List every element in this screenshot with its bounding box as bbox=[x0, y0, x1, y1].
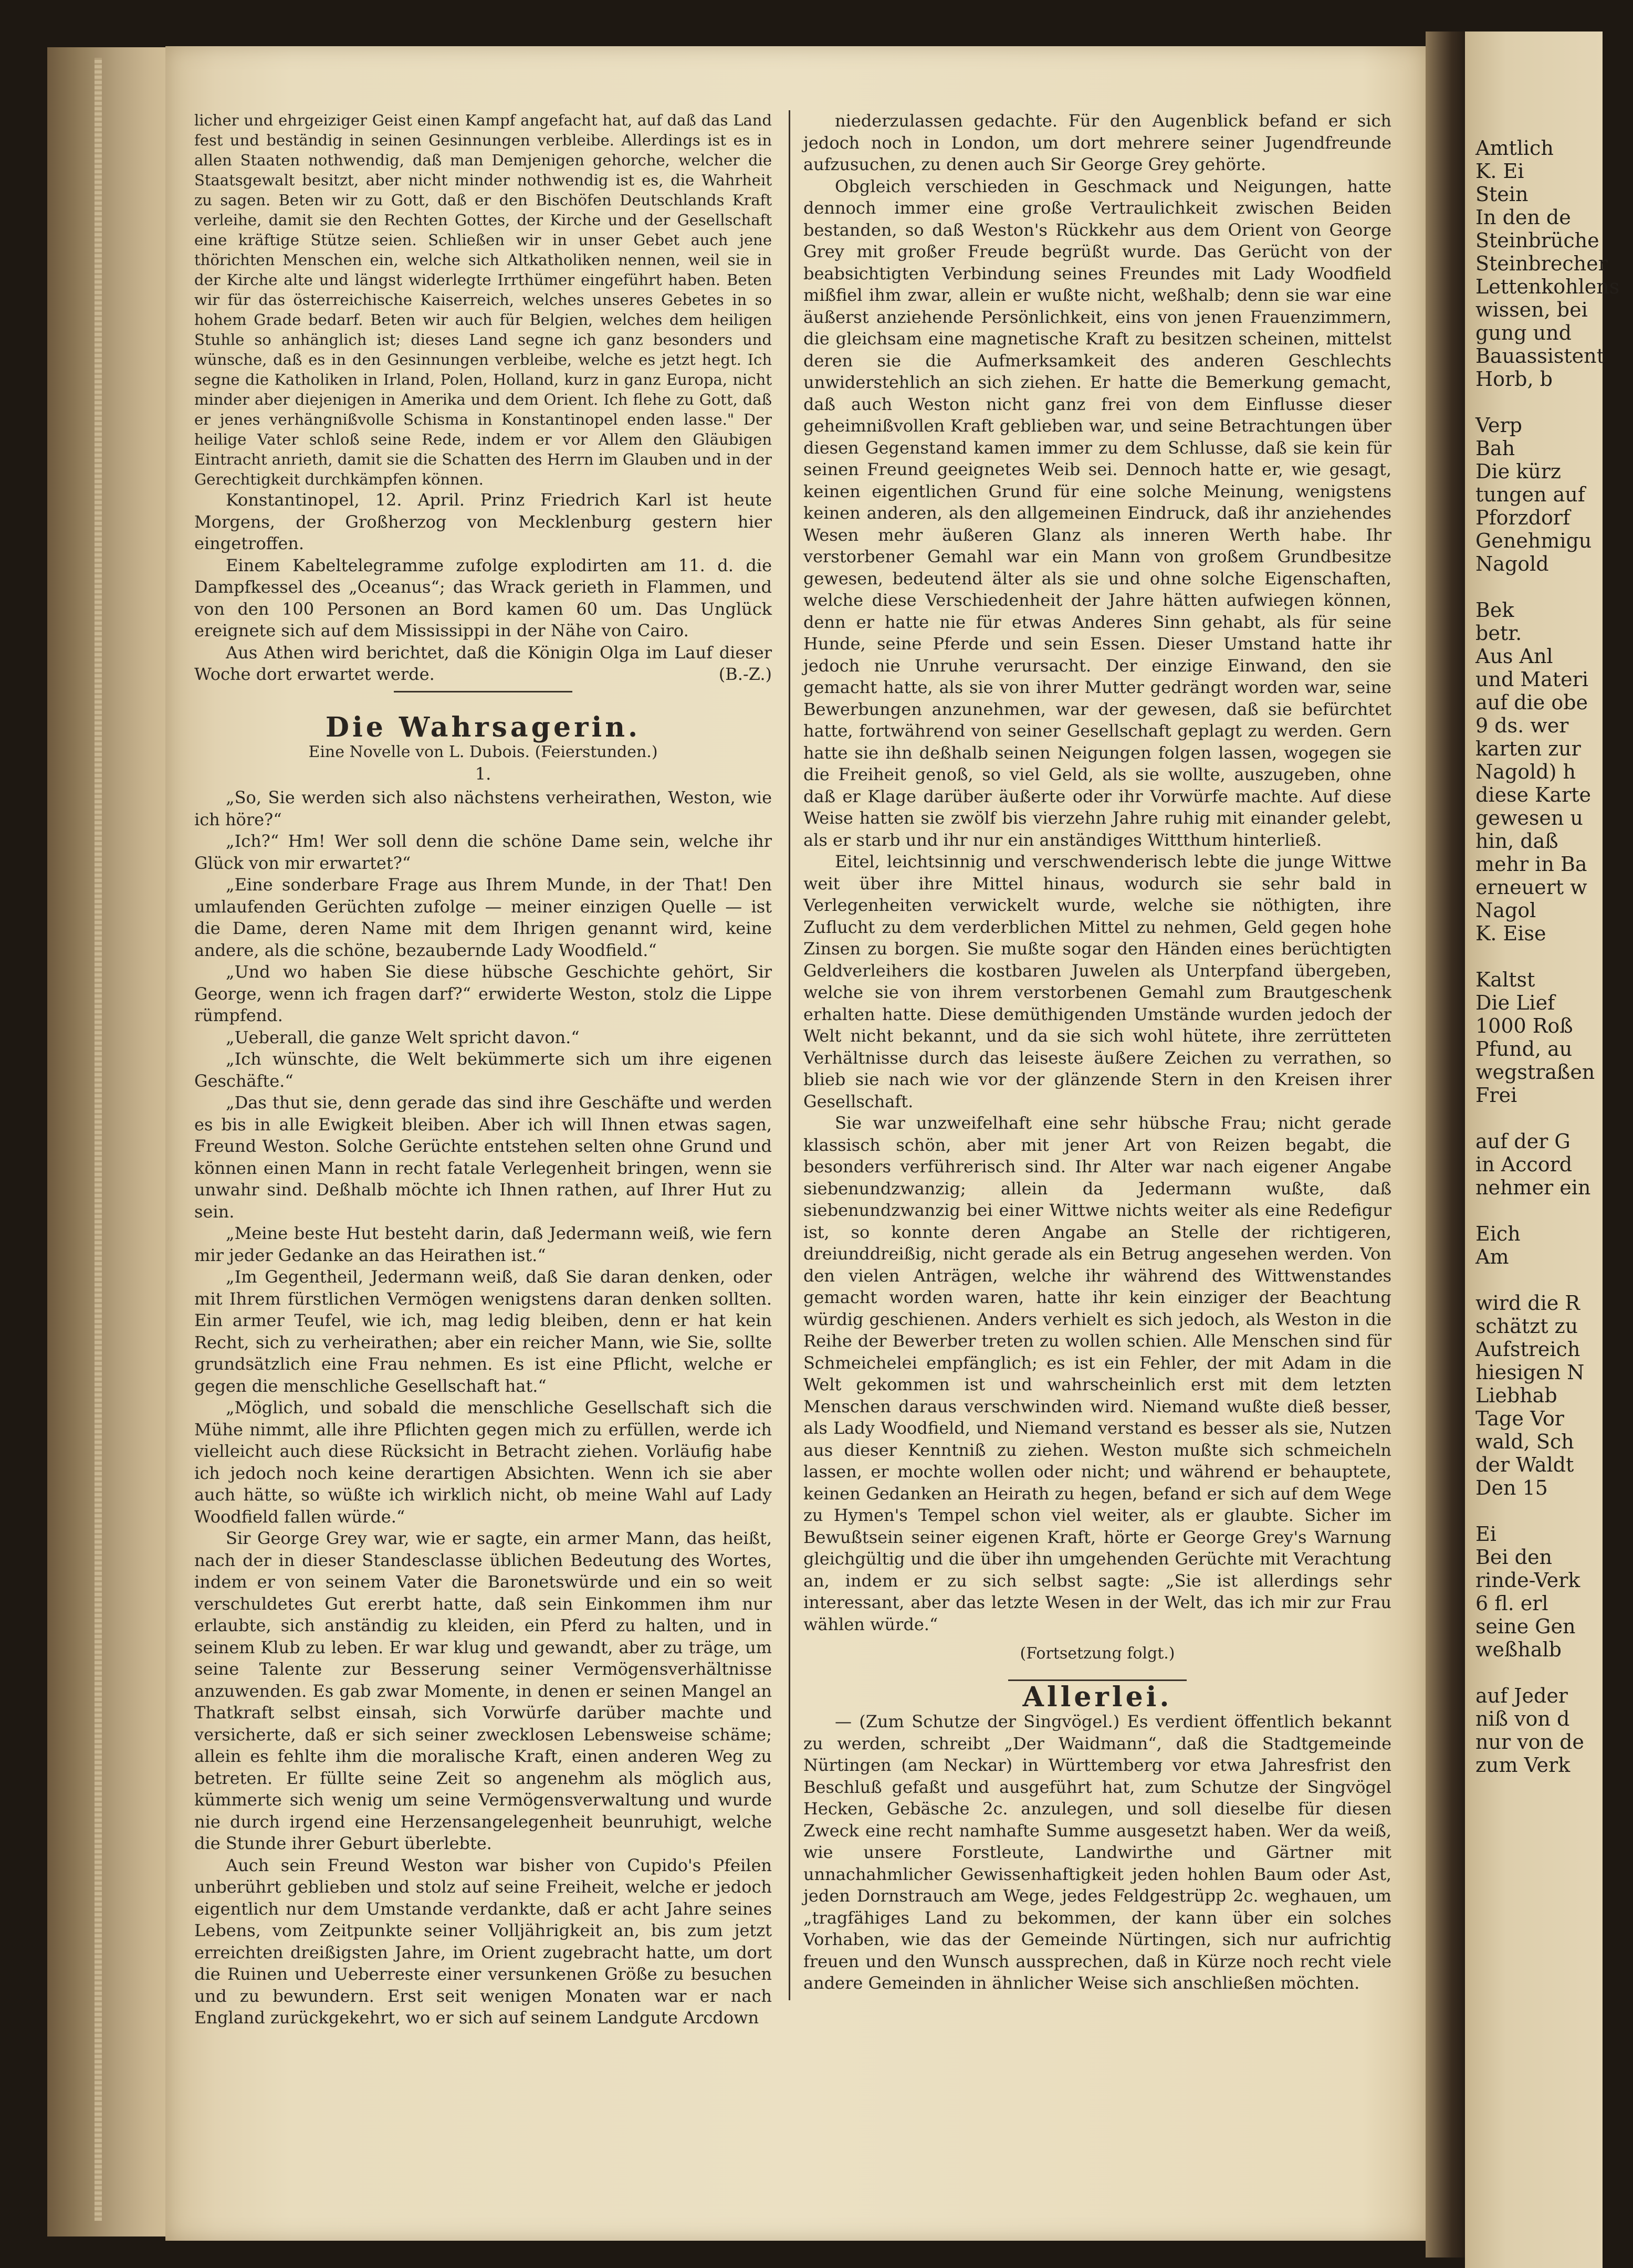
story-paragraph: Auch sein Freund Weston war bisher von Cupido's Pfeilen unberührt geblieben und stolz auf seine Freiheit, welche er jedoch eigentlich nur dem Umstande verdankte, daß er acht Jahre seines Lebens, vom Zeitpunkte seiner Volljährigkeit an, bis zum jetzt erreichten dreißigsten Jahre, im Orient zugebracht hatte, um dort die Ruinen und Ueberreste einer versunkenen Größe zu besuchen und zu bewundern. Erst seit wenigen Monaten war er nach England zurückgekehrt, wo er sich auf seinem Landgute Arcdown bbox=[194, 1855, 772, 2028]
facing-page-fragment: Die kürz bbox=[1475, 460, 1561, 483]
facing-page-fragment: 9 ds. wer bbox=[1475, 714, 1569, 737]
news-item-athens-text: Aus Athen wird berichtet, daß die Königin Olga im Lauf dieser Woche dort erwartet werde. bbox=[194, 642, 772, 684]
facing-page-fragment: Die Lief bbox=[1475, 991, 1555, 1014]
facing-page-fragment: Kaltst bbox=[1475, 968, 1535, 991]
facing-page-fragment: Am bbox=[1475, 1245, 1509, 1268]
facing-page-fragment: seine Gen bbox=[1475, 1615, 1576, 1638]
facing-page-fragment: Horb, b bbox=[1475, 368, 1553, 391]
section-divider bbox=[394, 691, 572, 692]
story-paragraph: „Ueberall, die ganze Welt spricht davon.“ bbox=[226, 1027, 580, 1047]
story-paragraph: „Meine beste Hut besteht darin, daß Jedermann weiß, wie fern mir jeder Gedanke an das Heirathen ist.“ bbox=[194, 1223, 772, 1265]
right-column bbox=[803, 110, 1391, 1994]
facing-page-fragment: Amtlich bbox=[1475, 136, 1554, 160]
story-paragraph: „So, Sie werden sich also nächstens verheirathen, Weston, wie ich höre?“ bbox=[194, 788, 772, 830]
story-paragraph: niederzulassen gedachte. Für den Augenblick befand er sich jedoch noch in London, um dort mehrere seiner Jugendfreunde aufzusuchen, zu denen auch Sir George Grey gehörte. bbox=[803, 111, 1391, 174]
facing-page-fragment: mehr in Ba bbox=[1475, 853, 1587, 876]
facing-page-fragment: der Waldt bbox=[1475, 1453, 1574, 1476]
facing-page-fragment: niß von d bbox=[1475, 1707, 1570, 1730]
story-paragraph: Eitel, leichtsinnig und verschwenderisch lebte die junge Wittwe weit über ihre Mittel hinaus, wodurch sie sehr bald in Verlegenheiten verwickelt wurde, welche sie nöthigten, ihre Zuflucht zu dem verderblichen Mittel zu nehmen, Geld gegen hohe Zinsen zu borgen. Sie mußte sogar den Händen eines berüchtigten Geldverleihers die kostbaren Juwelen als Unterpfand übergeben, welche sie von ihrem verstorbenen Gemahl zum Brautgeschenk erhalten hatte. Diese demüthigenden Umstände wurden jedoch der Welt nicht bekannt, und da sie sich wohl hütete, ihre zerrütteten Verhältnisse durch das leiseste äußere Zeichen zu verrathen, so blieb sie nach wie vor der glänzende Stern in den Kreisen ihrer Gesellschaft. bbox=[803, 852, 1391, 1111]
facing-page-fragment bbox=[1475, 1499, 1633, 1522]
facing-page-fragment: hiesigen N bbox=[1475, 1361, 1585, 1384]
facing-page-fragment: Steinbrecher bbox=[1475, 252, 1608, 275]
facing-page-fragment: betr. bbox=[1475, 622, 1522, 645]
facing-page-fragment: Genehmigu bbox=[1475, 529, 1592, 552]
story-text-right bbox=[803, 110, 1391, 1635]
section-title-allerlei: Allerlei. bbox=[1022, 1681, 1173, 1713]
facing-page-fragment bbox=[1475, 1268, 1633, 1292]
facing-page-fragment: Aufstreich bbox=[1475, 1338, 1580, 1361]
facing-page-fragment: 1000 Roß bbox=[1475, 1014, 1573, 1037]
facing-page-fragment: wald, Sch bbox=[1475, 1430, 1574, 1453]
facing-page-fragment: gung und bbox=[1475, 321, 1572, 344]
facing-page-fragment: Den 15 bbox=[1475, 1476, 1548, 1499]
facing-page-fragment: tungen auf bbox=[1475, 483, 1585, 506]
news-item-explosion: Einem Kabeltelegramme zufolge explodirten am 11. d. die Dampfkessel des „Oceanus“; das Wrack gerieth in Flammen, und von den 100 Personen an Bord kamen 60 um. Das Unglück ereignete sich auf dem Mississippi in der Nähe von Cairo. bbox=[194, 555, 772, 640]
facing-page-fragment: in Accord bbox=[1475, 1153, 1573, 1176]
story-paragraph: Sir George Grey war, wie er sagte, ein armer Mann, das heißt, nach der in dieser Standesclasse üblichen Bedeutung des Wortes, indem er von seinem Vater die Baronetswürde und ein so weit verschuldetes Gut ererbt hatte, daß sein Einkommen ihm nur erlaubte, sich anständig zu kleiden, ein Pferd zu halten, und in seinem Klub zu leben. Er war klug und gewandt, aber zu träge, um seine Talente zur Besserung seiner Vermögensverhältnisse anzuwenden. Es gab zwar Momente, in denen er seinen Mangel an Thatkraft selbst einsah, sich Vorwürfe darüber machte und versicherte, daß er sich seiner zwecklosen Lebensweise schäme; allein es fehlte ihm die moralische Kraft, einen anderen Weg zu betreten. Er füllte seine Zeit so angenehm als möglich aus, kümmerte sich wenig um seine Vermögensverwaltung und wurde nie durch irgend eine Herzensangelegenheit beunruhigt, welche die Stunde ihrer Geburt überlebte. bbox=[194, 1528, 772, 1853]
story-paragraph: „Im Gegentheil, Jedermann weiß, daß Sie daran denken, oder mit Ihrem fürstlichen Vermögen wenigstens daran denken sollten. Ein armer Teufel, wie ich, mag ledig bleiben, denn er hat kein Recht, sich zu verheirathen; aber ein reicher Mann, wie Sie, sollte grundsätzlich eine Frau nehmen. Es ist eine Pflicht, welche er gegen die menschliche Gesellschaft hat.“ bbox=[194, 1267, 772, 1396]
story-text-left bbox=[194, 787, 772, 2029]
facing-page-fragment: auf die obe bbox=[1475, 691, 1588, 714]
facing-page-fragment bbox=[1475, 391, 1633, 414]
story-paragraph: „Und wo haben Sie diese hübsche Geschichte gehört, Sir George, wenn ich fragen darf?“ erwiderte Weston, stolz die Lippe rümpfend. bbox=[194, 962, 772, 1025]
story-paragraph: „Eine sonderbare Frage aus Ihrem Munde, in der That! Den umlaufenden Gerüchten zufolge — meiner einzigen Quelle — ist die Dame, deren Name mit dem Ihrigen genannt wird, keine andere, als die schöne, bezaubernde Lady Woodfield.“ bbox=[194, 875, 772, 960]
facing-page-fragment: und Materi bbox=[1475, 668, 1588, 691]
page-edges bbox=[95, 58, 102, 2221]
intro-paragraph: licher und ehrgeiziger Geist einen Kampf angefacht hat, auf daß das Land fest und beständig in seinen Gesinnungen verbleibe. Allerdings ist es in allen Staaten nothwendig, daß man Demjenigen gehorche, welcher die Staatsgewalt besitzt, aber nicht minder nothwendig ist es, die Wahrheit zu sagen. Beten wir zu Gott, daß er den Bischöfen Deutschlands Kraft verleihe, damit sie den Rechten Gottes, der Kirche und der Gesellschaft eine kräftige Stütze seien. Schließen wir in unser Gebet auch jene thörichten Menschen ein, welche sich Altkatholiken nennen, weil sie in der Kirche alte und längst widerlegte Irrthümer eingeführt haben. Beten wir für das österreichische Kaiserreich, welches unseres Gebetes in so hohem Grade bedarf. Beten wir auch für Belgien, welches dem heiligen Stuhle so anhänglich ist; dieses Land segne ich ganz besonders und wünsche, daß es in den Gesinnungen verbleibe, welche es jetzt hegt. Ich segne die Katholiken in Irland, Polen, Holland, kurz in ganz Europa, nicht minder aber diejenigen in Amerika und dem Orient. Ich flehe zu Gott, daß er jenes verhängnißvolle Schisma in Konstantinopel enden lasse." Der heilige Vater schloß seine Rede, indem er vor Allem den Gläubigen Eintracht anrieth, damit sie die Schatten des Herrn im Glauben und in der Gerechtigkeit durchkämpfen können. bbox=[194, 111, 772, 488]
facing-page bbox=[1465, 32, 1620, 2268]
novella-title: Die Wahrsagerin. bbox=[325, 711, 641, 743]
facing-page-fragment: auf Jeder bbox=[1475, 1684, 1568, 1707]
facing-page-fragment: Ei bbox=[1475, 1522, 1496, 1546]
facing-page-fragment: Bei den bbox=[1475, 1546, 1552, 1569]
facing-page-fragment: Nagold) h bbox=[1475, 760, 1576, 783]
facing-page-fragment: nur von de bbox=[1475, 1730, 1584, 1754]
story-paragraph: Sie war unzweifelhaft eine sehr hübsche Frau; nicht gerade klassisch schön, aber mit jener Art von Reizen begabt, die besonders verführerisch sind. Ihr Alter war nach eigener Angabe siebenundzwanzig; allein da Jedermann wußte, daß siebenundzwanzig bei einer Wittwe nichts weiter als eine Redefigur ist, so konnte deren Angabe an Stelle der richtigeren, dreiunddreißig, nicht gerade als ein Betrug angesehen werden. Von den vielen Anträgen, welche ihr während des Wittwenstandes gemacht worden waren, hatte ihr kein einziger der Beachtung würdig geschienen. Anders verhielt es sich jedoch, als Weston in die Reihe der Bewerber treten zu wollen schien. Alle Menschen sind für Schmeichelei empfänglich; es ist ein Fehler, der mit Adam in die Welt gekommen ist und wahrscheinlich erst mit dem letzten Menschen daraus verschwinden wird. Niemand wußte dieß besser, als Lady Woodfield, und Niemand verstand es besser als sie, Nutzen aus dieser Kenntniß zu ziehen. Weston mußte sich schmeicheln lassen, er mochte wollen oder nicht; und während er behauptete, keinen Gedanken an Heirath zu hegen, befand er sich auf dem Wege zu Hymen's Tempel schon viel weiter, als er glaubte. Sicher im Bewußtsein seiner eigenen Kraft, hörte er George Grey's Warnung gleichgültig und die über ihn umgehenden Gerüchte mit Verachtung an, indem er zu sich selbst sagte: „Sie ist allerdings sehr interessant, aber das letzte Wesen in der Welt, das ich mir zur Frau wählen würde.“ bbox=[803, 1113, 1391, 1634]
story-paragraph: „Das thut sie, denn gerade das sind ihre Geschäfte und werden es bis in alle Ewigkeit bleiben. Aber ich will Ihnen etwas sagen, Freund Weston. Solche Gerüchte entstehen selten ohne Grund und können einen Mann in recht fatale Verlegenheit bringen, wenn sie unwahr sind. Deßhalb möchte ich Ihnen rathen, auf Ihrer Hut zu sein. bbox=[194, 1093, 772, 1222]
facing-page-fragment: schätzt zu bbox=[1475, 1315, 1578, 1338]
book-binding bbox=[47, 47, 173, 2236]
facing-page-fragment: auf der G bbox=[1475, 1130, 1571, 1153]
facing-page-fragment: In den de bbox=[1475, 206, 1571, 229]
column-rule bbox=[789, 110, 790, 2000]
novella-subtitle: Eine Novelle von L. Dubois. (Feierstunden.) bbox=[308, 743, 658, 761]
facing-page-fragment bbox=[1475, 1661, 1633, 1684]
facing-page-fragment bbox=[1475, 1199, 1633, 1222]
story-paragraph: „Ich?“ Hm! Wer soll denn die schöne Dame sein, welche ihr Glück von mir erwartet?“ bbox=[194, 831, 772, 873]
facing-page-fragment: hin, daß bbox=[1475, 830, 1558, 853]
facing-page-fragment: Tage Vor bbox=[1475, 1407, 1564, 1430]
facing-page-fragment: Nagold bbox=[1475, 552, 1549, 575]
facing-page-fragment: Steinbrüche bbox=[1475, 229, 1599, 252]
news-item-athens bbox=[194, 642, 772, 686]
allerlei-article: — (Zum Schutze der Singvögel.) Es verdient öffentlich bekannt zu werden, schreibt „Der Waidmann“, daß die Stadtgemeinde Nürtingen (am Neckar) in Württemberg vor etwa Jahresfrist den Beschluß gefaßt und ausgeführt hat, zum Schutze der Singvögel Hecken, Gebäsche 2c. anzulegen, und soll dieselbe für diesen Zweck eine recht namhafte Summe ausgesetzt haben. Wer da weiß, wie unsere Forstleute, Landwirthe und Gärtner mit unnachahmlicher Gewissenhaftigkeit jeden hohlen Baum oder Ast, jeden Dornstrauch am Wege, jedes Feldgestrüpp 2c. weghauen, um „tragfähiges Land zu bekommen, der kann über ein solches Vorhaben, wie das der Gemeinde Nürtingen, sich nur aufrichtig freuen und den Wunsch aussprechen, daß in Kürze noch recht viele andere Gemeinden in ähnlicher Weise sich anschließen möchten. bbox=[803, 1712, 1391, 1993]
facing-page-fragment: Liebhab bbox=[1475, 1384, 1557, 1407]
facing-page-fragment: Bek bbox=[1475, 598, 1514, 622]
facing-page-fragment: Stein bbox=[1475, 183, 1529, 206]
facing-page-fragment: K. Ei bbox=[1475, 160, 1524, 183]
facing-page-fragment: Nagol bbox=[1475, 899, 1536, 922]
chapter-number: 1. bbox=[475, 763, 491, 784]
facing-page-fragment: wissen, bei bbox=[1475, 298, 1588, 321]
facing-page-fragment: Eich bbox=[1475, 1222, 1521, 1245]
facing-page-fragment: wird die R bbox=[1475, 1292, 1580, 1315]
facing-page-fragment: nehmer ein bbox=[1475, 1176, 1591, 1199]
facing-page-fragment: erneuert w bbox=[1475, 876, 1587, 899]
facing-page-fragment: Bauassistent bbox=[1475, 344, 1605, 368]
facing-page-fragment bbox=[1475, 1107, 1633, 1130]
facing-page-fragment: diese Karte bbox=[1475, 783, 1592, 806]
left-column bbox=[194, 110, 772, 2029]
facing-page-fragment: Pforzdorf bbox=[1475, 506, 1571, 529]
facing-page-fragment: K. Eise bbox=[1475, 922, 1546, 945]
facing-page-fragment: Pfund, au bbox=[1475, 1037, 1573, 1060]
facing-page-fragment bbox=[1475, 945, 1633, 968]
facing-page-text-fragments bbox=[1475, 136, 1633, 1777]
facing-page-fragment: Aus Anl bbox=[1475, 645, 1553, 668]
news-item-constantinople: Konstantinopel, 12. April. Prinz Friedrich Karl ist heute Morgens, der Großherzog von Mecklenburg gestern hier eingetroffen. bbox=[194, 490, 772, 553]
facing-page-fragment: rinde-Verk bbox=[1475, 1569, 1580, 1592]
facing-page-fragment: gewesen u bbox=[1475, 806, 1583, 830]
facing-page-fragment: Frei bbox=[1475, 1084, 1517, 1107]
facing-page-fragment: karten zur bbox=[1475, 737, 1581, 760]
facing-page-fragment: Verp bbox=[1475, 414, 1522, 437]
news-source: (B.-Z.) bbox=[718, 664, 772, 684]
story-paragraph: „Ich wünschte, die Welt bekümmerte sich um ihre eigenen Geschäfte.“ bbox=[194, 1049, 772, 1091]
facing-page-fragment: wegstraßen bbox=[1475, 1060, 1595, 1084]
facing-page-fragment: zum Verk bbox=[1475, 1754, 1571, 1777]
facing-page-fragment: Lettenkohlens bbox=[1475, 275, 1620, 298]
continuation-note: (Fortsetzung folgt.) bbox=[1020, 1644, 1175, 1663]
facing-page-fragment: weßhalb bbox=[1475, 1638, 1562, 1661]
story-paragraph: Obgleich verschieden in Geschmack und Neigungen, hatte dennoch immer eine große Vertraulichkeit zwischen Beiden bestanden, so daß Weston's Rückkehr aus dem Orient von George Grey mit großer Freude begrüßt wurde. Das Gerücht von der beabsichtigten Verbindung seines Freundes mit Lady Woodfield mißfiel ihm zwar, allein er wußte nicht, weßhalb; denn sie war eine äußerst anziehende Persönlichkeit, eins von jenen Frauenzimmern, die gleichsam eine magnetische Kraft zu besitzen scheinen, mittelst deren sie die Aufmerksamkeit des anderen Geschlechts unwiderstehlich an sich ziehen. Er hatte die Bemerkung gemacht, daß auch Weston nicht ganz frei von dem Einflusse dieser geheimnißvollen Kraft geblieben war, und seine Betrachtungen über diesen Gegenstand kamen immer zu dem Schlusse, daß sie kein für seinen Freund geeignetes Weib sei. Dennoch hatte er, wie gesagt, keinen eigentlichen Grund für eine solche Meinung, wenigstens keinen anderen, als den allgemeinen Eindruck, daß ihr anziehendes Wesen mehr äußeren Glanz als inneren Werth habe. Ihr verstorbener Gemahl war ein Mann von großem Grundbesitze gewesen, bedeutend älter als sie und ohne solche Eigenschaften, welche diese Verschiedenheit der Jahre hätten aufwiegen können, denn er hatte nie für etwas Anderes Sinn gehabt, als für seine Hunde, seine Pferde und sein Essen. Dieser Umstand hatte ihr jedoch nie Unruhe verursacht. Der einzige Einwand, den sie gemacht hatte, als sie von ihrer Mutter gedrängt worden war, seine Bewerbungen anzunehmen, war der gewesen, daß sie befürchtet hatte, fortwährend von seiner Gesellschaft geplagt zu werden. Gern hatte sie ihn deßhalb seinen Neigungen folgen lassen, wogegen sie die Freiheit genoß, so viel Geld, als sie wollte, auszugeben, ohne daß er Klage darüber äußerte oder ihr Vorwürfe machte. Auf diese Weise hatten sie zwölf bis vierzehn Jahre ruhig mit einander gelebt, als er starb und ihr nur ein anständiges Wittthum hinterließ. bbox=[803, 176, 1391, 850]
facing-page-fragment: 6 fl. erl bbox=[1475, 1592, 1548, 1615]
story-paragraph: „Möglich, und sobald die menschliche Gesellschaft sich die Mühe nimmt, alle ihre Pflichten gegen mich zu erfüllen, werde ich vielleicht auch diese Rücksicht in Betracht ziehen. Vorläufig habe ich jedoch noch keine derartigen Absichten. Wenn ich sie aber auch hätte, so wüßte ich wirklich nicht, ob meine Wahl auf Lady Woodfield fallen würde.“ bbox=[194, 1398, 772, 1527]
facing-page-fragment: Bah bbox=[1475, 437, 1515, 460]
facing-page-fragment bbox=[1475, 575, 1633, 598]
